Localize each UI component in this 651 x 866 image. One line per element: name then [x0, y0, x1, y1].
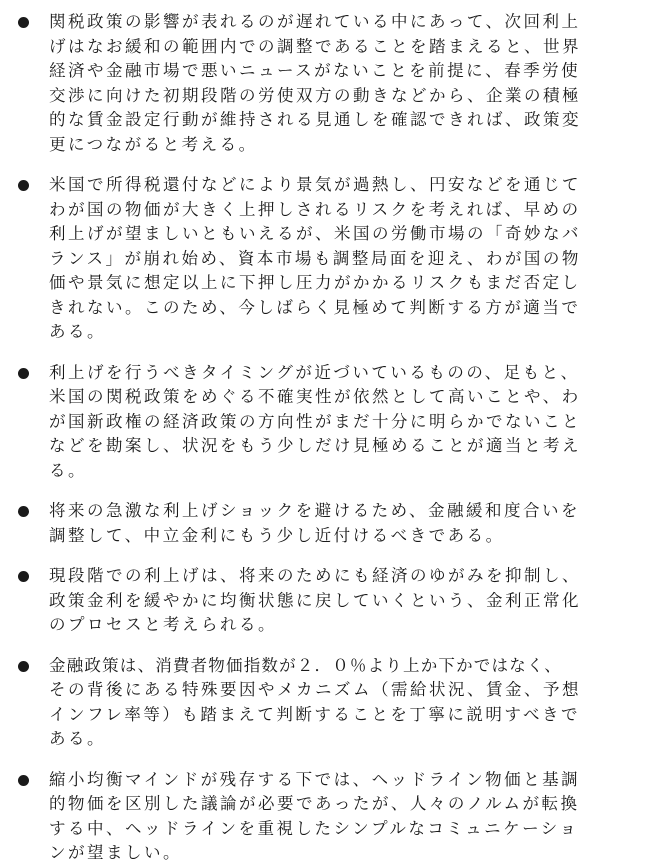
- text-line: ランス」が崩れ始め、資本市場も調整局面を迎え、わが国の物: [49, 248, 581, 268]
- bullet-icon: [18, 775, 29, 786]
- bullet-icon: [18, 368, 29, 379]
- text-line: 米国で所得税還付などにより景気が過熱し、円安などを通じて: [49, 175, 581, 194]
- bullet-icon: [18, 180, 29, 191]
- text-line: 的な賃金設定行動が維持される見通しを確認できれば、政策変: [49, 110, 581, 129]
- text-line: 調整して、中立金利にもう少し近付けるべきである。: [49, 525, 505, 545]
- text-line: ある。: [49, 322, 106, 341]
- bullet-item-6: [0, 654, 595, 752]
- text-line: 縮小均衡マインドが残存する下では、ヘッドライン物価と基調: [49, 769, 581, 789]
- bullet-item-7: [0, 768, 595, 866]
- bullet-item-1: [0, 10, 595, 157]
- text-line: 現段階での利上げは、将来のためにも経済のゆがみを抑制し、: [49, 566, 581, 585]
- text-line: その背後にある特殊要因やメカニズム（需給状況、賃金、予想: [49, 680, 581, 699]
- text-line: のプロセスと考えられる。: [49, 615, 277, 634]
- bullet-item-2: [0, 173, 595, 345]
- bullet-icon: [18, 506, 29, 517]
- text-line: 交渉に向けた初期段階の労使双方の動きなどから、企業の積極: [49, 85, 581, 105]
- text-line: 利上げが望ましいともいえるが、米国の労働市場の「奇妙なバ: [49, 224, 581, 243]
- text-line: 金融政策は、消費者物価指数が２．０％より上か下かではなく、: [49, 655, 562, 675]
- text-line: する中、ヘッドラインを重視したシンプルなコミュニケーショ: [49, 818, 579, 838]
- bullet-icon: [18, 571, 29, 582]
- text-line: 更につながると考える。: [49, 134, 258, 154]
- bullet-item-5: [0, 564, 595, 638]
- text-line: る。: [49, 460, 87, 480]
- bullet-item-4: [0, 499, 595, 548]
- text-line: 経済や金融市場で悪いニュースがないことを前提に、春季労使: [49, 61, 581, 80]
- text-line: 関税政策の影響が表れるのが遅れている中にあって、次回利上: [49, 12, 581, 31]
- text-line: が国新政権の経済政策の方向性がまだ十分に明らかでないこと: [49, 411, 581, 431]
- text-line: 価や景気に想定以上に下押し圧力がかかるリスクもまだ否定し: [49, 273, 581, 292]
- text-line: 的物価を区別した議論が必要であったが、人々のノルムが転換: [49, 794, 580, 813]
- text-line: 米国の関税政策をめぐる不確実性が依然として高いことや、わ: [49, 387, 581, 406]
- text-line: 政策金利を緩やかに均衡状態に戻していくという、金利正常化: [49, 590, 581, 610]
- bullet-item-3: [0, 361, 595, 484]
- text-line: ンが望ましい。: [49, 843, 182, 862]
- bullet-icon: [18, 661, 29, 672]
- text-line: インフレ率等）も踏まえて判断することを丁寧に説明すべきで: [49, 704, 581, 724]
- text-line: わが国の物価が大きく上押しされるリスクを考えれば、早めの: [49, 199, 581, 219]
- text-line: げはなお緩和の範囲内での調整であることを踏まえると、世界: [49, 36, 581, 56]
- text-line: 利上げを行うべきタイミングが近づいているものの、足もと、: [49, 362, 580, 382]
- text-line: きれない。このため、今しばらく見極めて判断する方が適当で: [49, 297, 581, 317]
- text-line: などを勘案し、状況をもう少しだけ見極めることが適当と考え: [49, 436, 581, 455]
- bullet-icon: [18, 17, 29, 28]
- text-line: ある。: [49, 729, 106, 748]
- text-line: 将来の急激な利上げショックを避けるため、金融緩和度合いを: [49, 501, 581, 520]
